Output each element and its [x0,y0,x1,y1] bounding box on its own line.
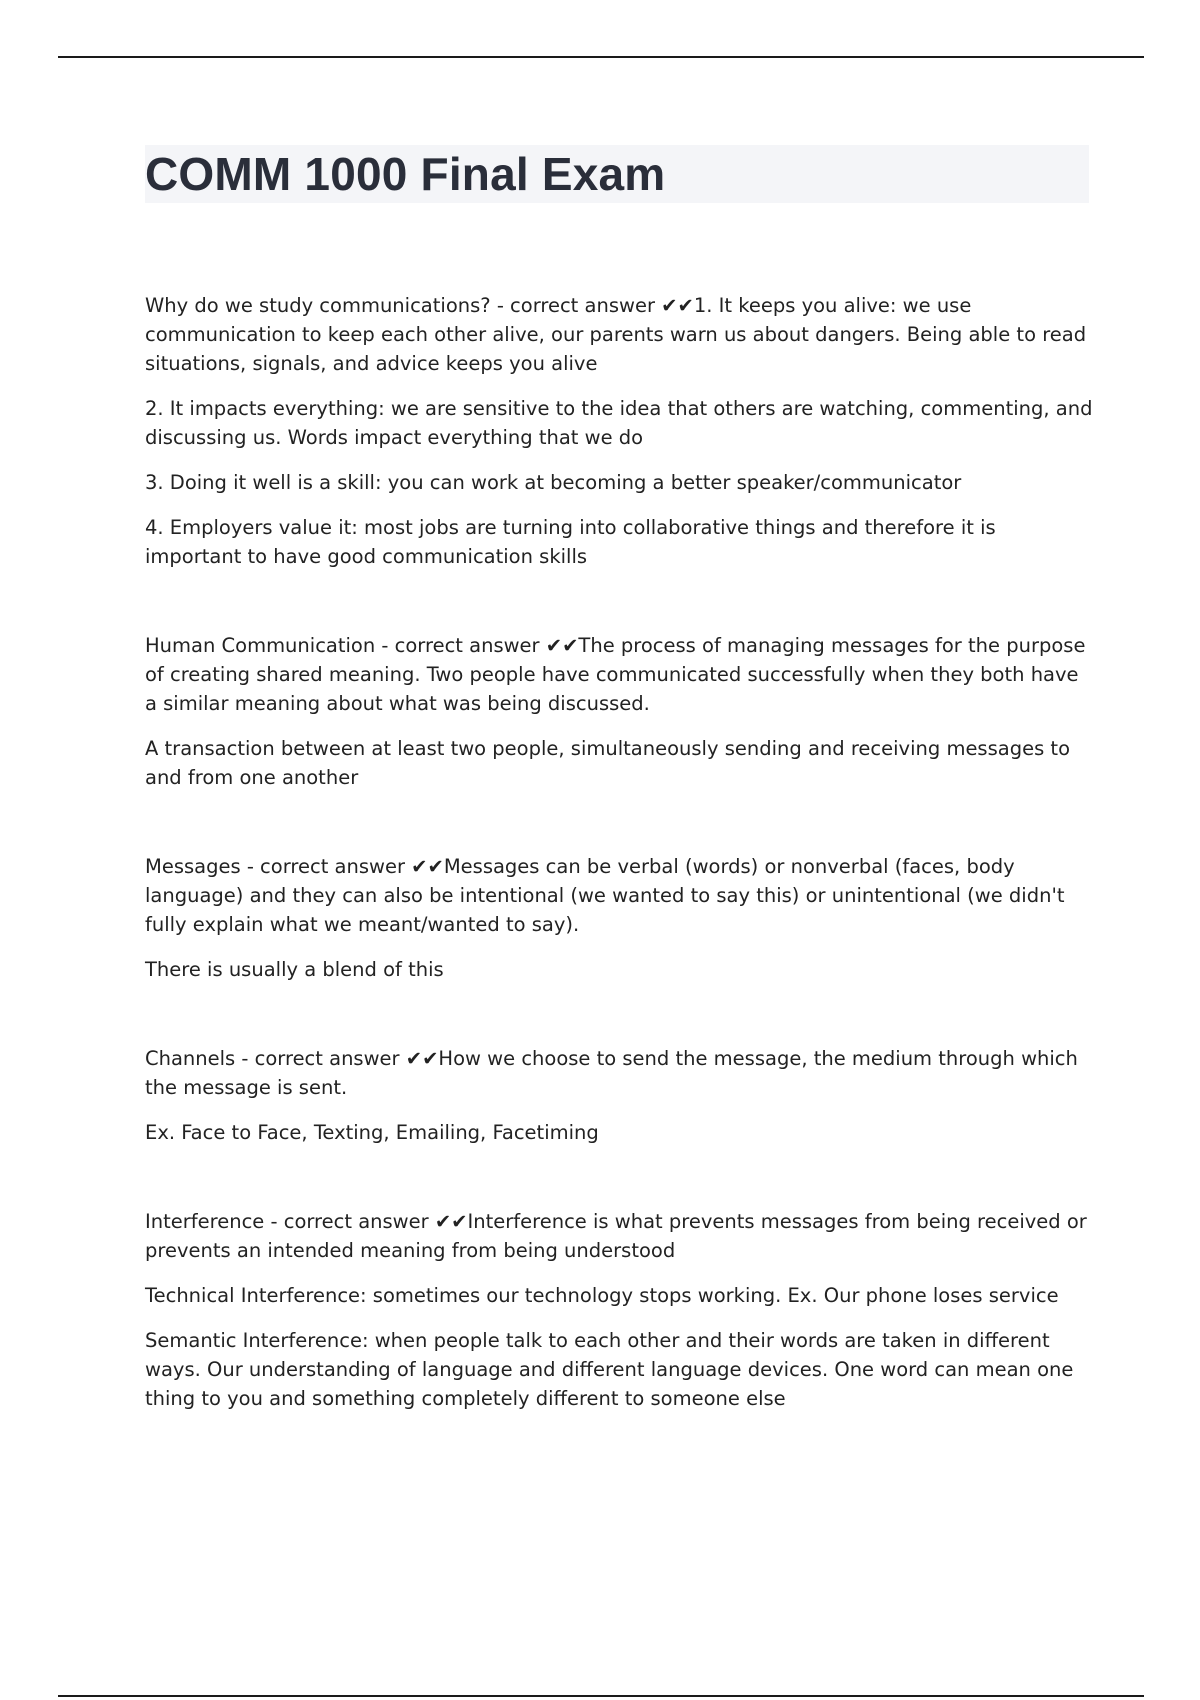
flashcard-paragraph: Messages - correct answer ✔✔Messages can be verbal (words) or nonverbal (faces, body language) and they can also be intentional (we wanted to say this) or unintentional (we didn't fully explain what we meant/wanted to say). [145,855,1065,936]
top-rule [58,56,1144,58]
flashcard [145,291,1095,571]
flashcard-paragraph: Ex. Face to Face, Texting, Emailing, Facetiming [145,1121,599,1144]
flashcard-paragraph: There is usually a blend of this [145,958,444,981]
flashcard-paragraph: Why do we study communications? - correct answer ✔✔1. It keeps you alive: we use communication to keep each other alive, our parents warn us about dangers. Being able to read situations, signals, and advice keeps you alive [145,294,1087,375]
flashcard-paragraph: Interference - correct answer ✔✔Interference is what prevents messages from being received or prevents an intended meaning from being understood [145,1210,1087,1262]
flashcard-list [145,291,1095,1413]
flashcard-paragraph: Technical Interference: sometimes our technology stops working. Ex. Our phone loses service [145,1284,1059,1307]
flashcard [145,631,1095,792]
flashcard [145,852,1095,984]
document-title: COMM 1000 Final Exam [145,148,666,200]
flashcard-paragraph: Channels - correct answer ✔✔How we choose to send the message, the medium through which the message is sent. [145,1047,1078,1099]
flashcard-paragraph: 2. It impacts everything: we are sensitive to the idea that others are watching, commenting, and discussing us. Words impact everything that we do [145,397,1093,449]
flashcard [145,1207,1095,1413]
bottom-rule [58,1695,1144,1697]
flashcard-paragraph: Semantic Interference: when people talk to each other and their words are taken in different ways. Our understanding of language and different language devices. One word can mean one thing to you and something completely different to someone else [145,1329,1074,1410]
flashcard-paragraph: A transaction between at least two people, simultaneously sending and receiving messages to and from one another [145,737,1071,789]
flashcard-paragraph: 4. Employers value it: most jobs are turning into collaborative things and therefore it is important to have good communication skills [145,516,996,568]
flashcard-paragraph: Human Communication - correct answer ✔✔The process of managing messages for the purpose of creating shared meaning. Two people have communicated successfully when they both have a similar meaning about what was being discussed. [145,634,1086,715]
flashcard-paragraph: 3. Doing it well is a skill: you can work at becoming a better speaker/communicator [145,471,962,494]
flashcard [145,1044,1095,1147]
